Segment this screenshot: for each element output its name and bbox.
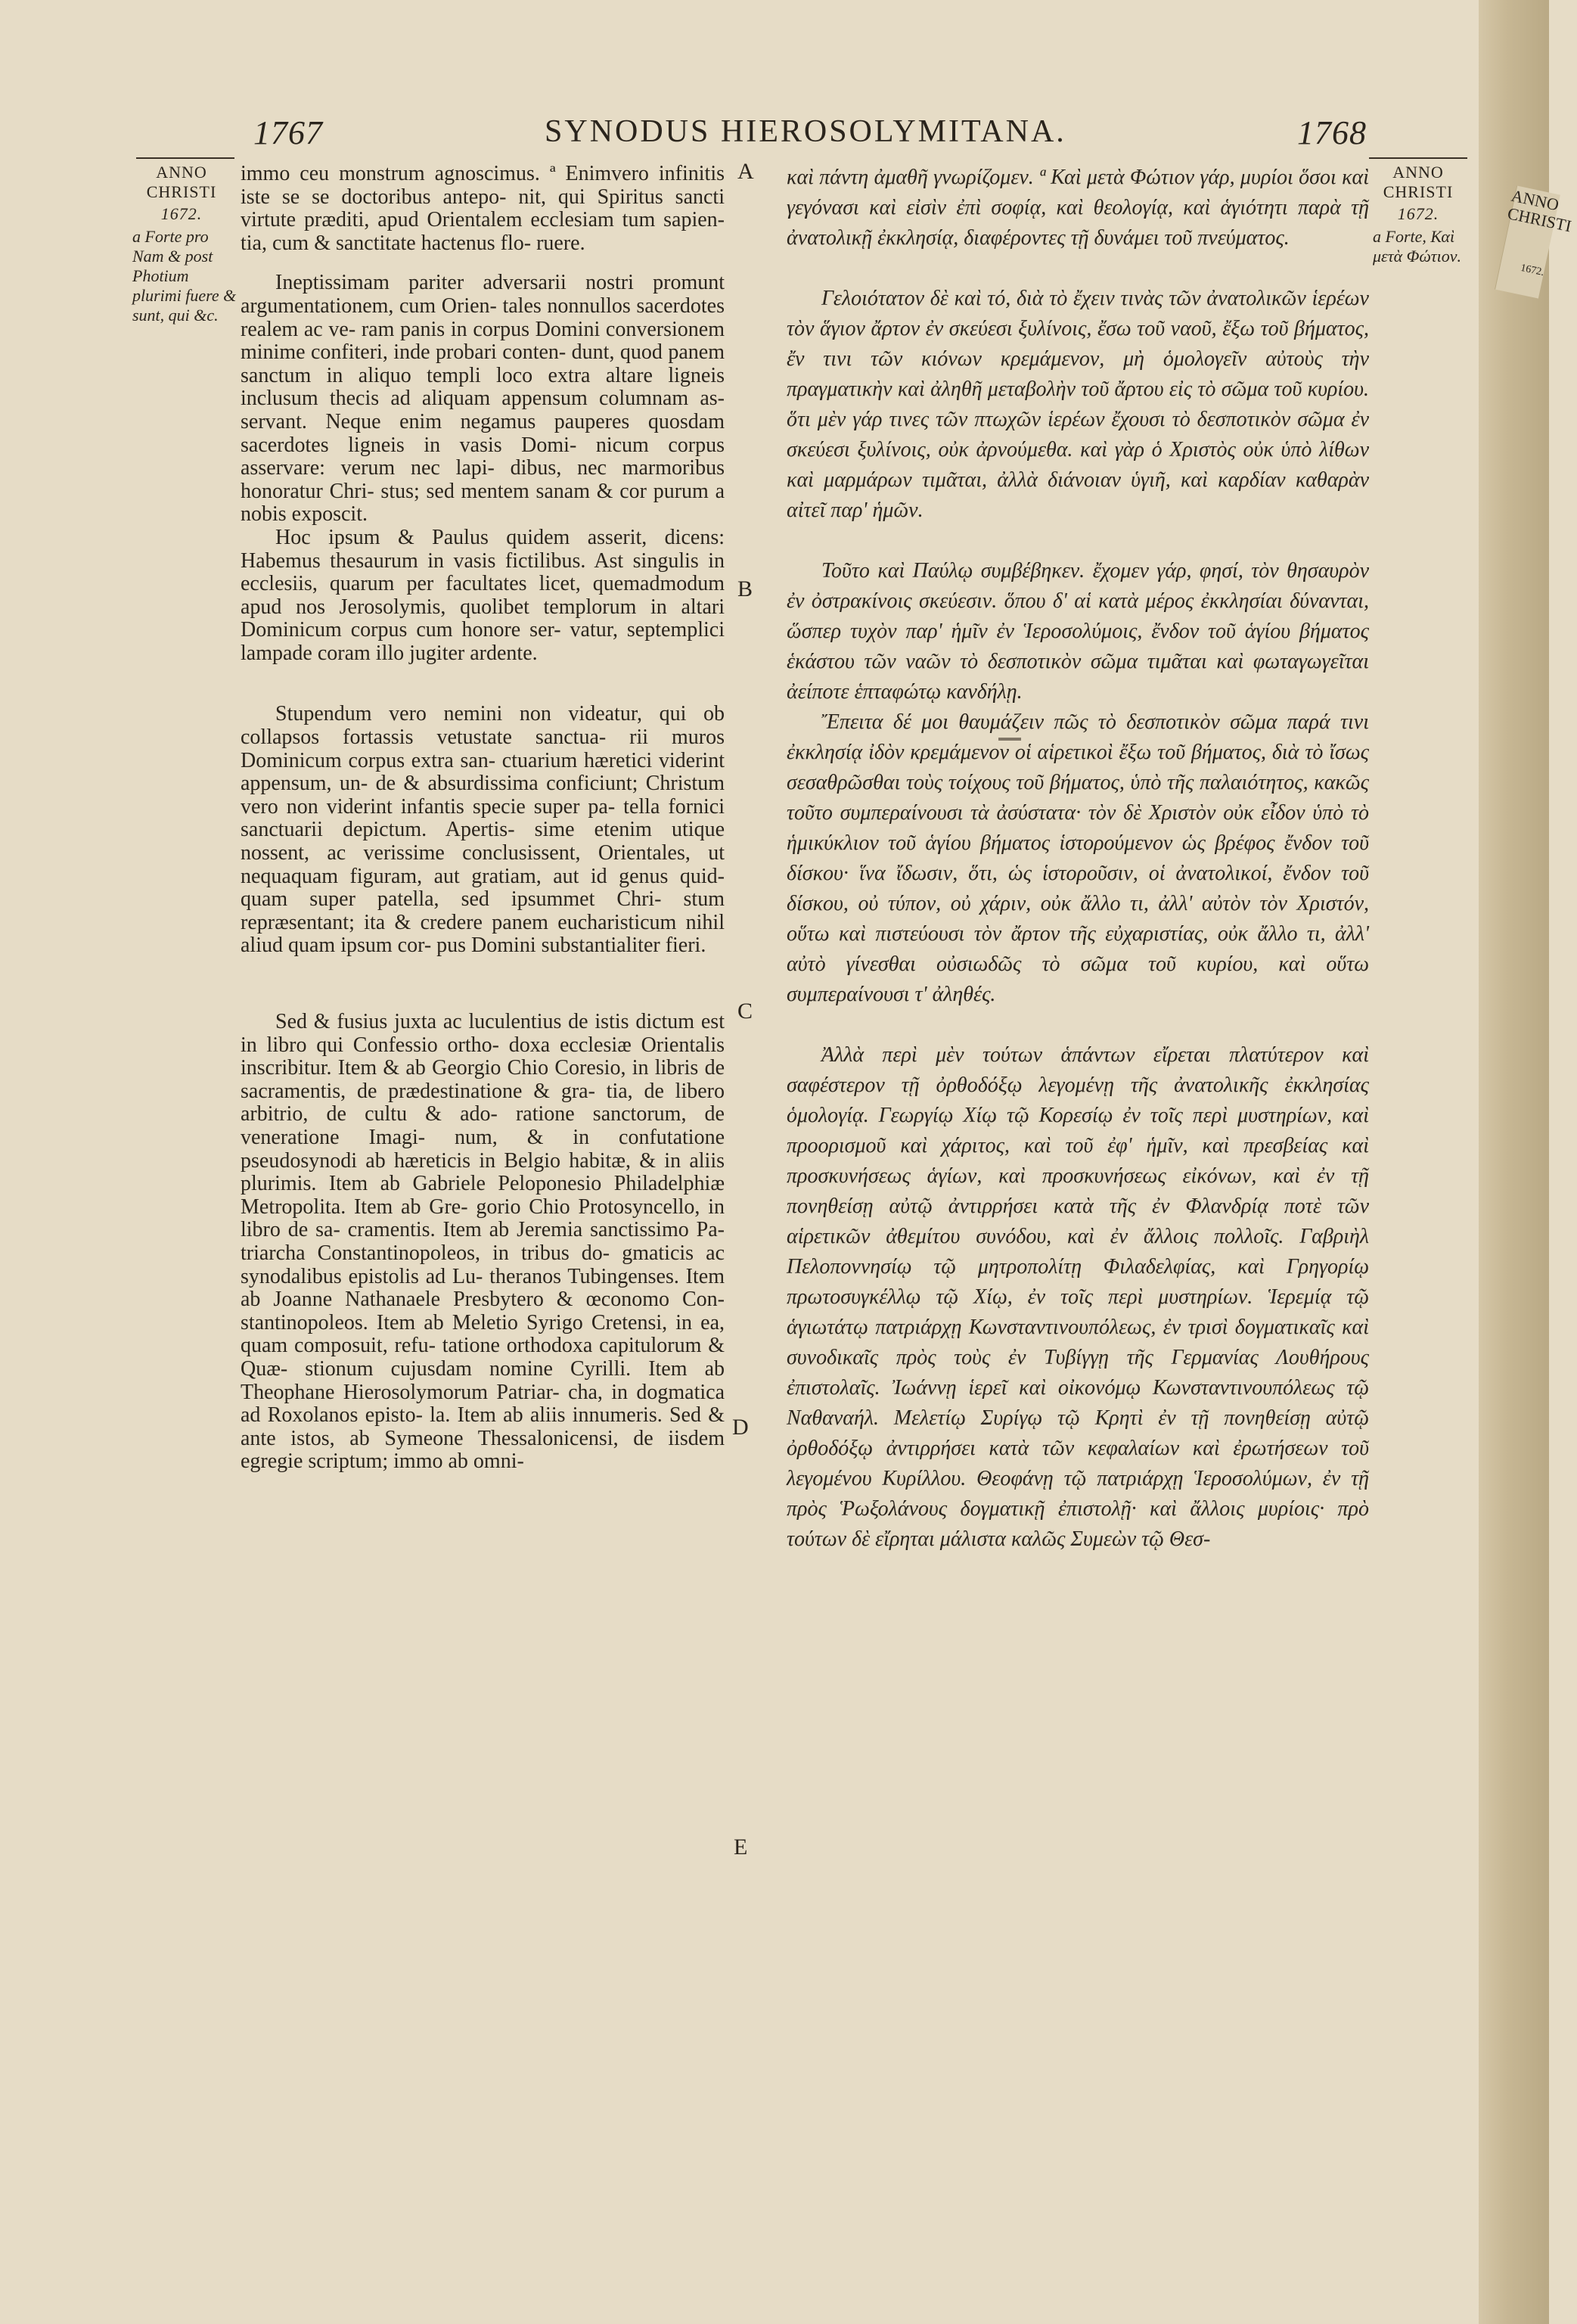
left-margin-note: a Forte pro Nam & post Photium plurimi fuere & sunt, qui &c. (132, 227, 237, 325)
left-margin-rule (136, 157, 234, 159)
running-title: SYNODUS HIEROSOLYMITANA. (545, 114, 1066, 149)
greek-paragraph: Τοῦτο καὶ Παύλῳ συμβέβηκεν. ἔχομεν γάρ, φησί, τὸν θησαυρὸν ἐν ὀστρακίνοις σκεύεσιν. ὅπου δ' αἱ κατὰ μέρος ἐκκλησίαι δύνανται, ὥσπερ τυχὸν παρ' ἡμῖν ἐν Ἱεροσολύμοις, ἔνδον τοῦ ἁγίου βήματος ἑκάστου τῶν ναῶν τὸ δεσποτικὸν σῶμα τιμᾶται καὶ φωταγωγεῖται ἀείποτε ἑπταφώτῳ κανδήλῃ. (787, 559, 1369, 704)
ornament-dash (998, 738, 1021, 741)
left-margin-anno: ANNO CHRISTI (146, 163, 217, 201)
latin-paragraph: Hoc ipsum & Paulus quidem asserit, dicens: Habemus thesaurum in vasis fictilibus. Ast singulis in ecclesiis, quarum per facultates licet, quemadmodum apud nos Jerosolymis, quolibet templorum in altari Dominicum corpus cum honore ser- vatur, septemplici lampade coram illo jugiter ardente. (241, 525, 725, 665)
section-letter-e: E (734, 1835, 748, 1860)
greek-paragraph: Ἔπειτα δέ μοι θαυμάζειν πῶς τὸ δεσποτικὸν σῶμα παρά τινι ἐκκλησίᾳ ἰδὸν κρεμάμενον οἱ αἱρετικοὶ ἔξω τοῦ βήματος, διὰ τὸ ἴσως σεσαθρῶσθαι τοὺς τοίχους τοῦ βήματος, ὑπὸ τῆς παλαιότητος, κακῶς τοῦτο συμπεραίνουσι τὰ ἀσύστατα· τὸν δὲ Χριστὸν οὐκ εἶδον ὑπὸ τὸ ἡμικύκλιον τοῦ ἁγίου βήματος ἱστορούμενον ὡς βρέφος ἔνδον τοῦ δίσκου· ἵνα ἴδωσιν, ὅτι, ὡς ἱστοροῦσιν, οἱ ἀνατολικοί, ἔνδον τοῦ δίσκου, οὐ τύπον, οὐ χάριν, οὐκ ἄλλο τι, ἀλλ' αὐτὸν τὸν Χριστόν, οὕτω καὶ πιστεύουσι τὸν ἄρτον τῆς εὐχαριστίας, οὐκ ἄλλο τι, ἀλλ' αὐτὸ γίνεσθαι οὐσιωδῶς τὸ σῶμα τοῦ κυρίου, καὶ οὕτω συμπεραίνουσι τ' ἀληθές. (787, 710, 1369, 1006)
page-number-right: 1768 (1297, 114, 1367, 151)
greek-paragraph: καὶ πάντη ἀμαθῆ γνωρίζομεν. ª Καὶ μετὰ Φώτιον γάρ, μυρίοι ὅσοι καὶ γεγόνασι καὶ εἰσὶν ἐπὶ σοφίᾳ, καὶ θεολογίᾳ, καὶ ἁγιότητι παρὰ τῇ ἀνατολικῇ ἐκκλησίᾳ, διαφέροντες τῇ δυνάμει τοῦ πνεύματος. (787, 166, 1369, 250)
latin-paragraph: Ineptissimam pariter adversarii nostri promunt argumentationem, cum Orien- tales nonnullos sacerdotes realem ac ve- ram panis in corpus Domini conversionem minime confiteri, inde probari conten- dunt, quod panem sanctum in aliquo templi loco extra altare ligneis inclusum thecis ad aliquam appensum columnam as- servant. Neque enim negamus pauperes quosdam sacerdotes ligneis in vasis Domi- nicum corpus asservare: verum nec lapi- dibus, nec marmoribus honoratur Chri- stus; sed mentem sanam & cor purum a nobis exposcit. (241, 271, 725, 527)
right-margin-year: 1672. (1397, 204, 1439, 223)
section-letter-a: A (737, 159, 754, 184)
spine-anno: ANNO CHRISTI (1505, 185, 1573, 236)
left-margin-year: 1672. (160, 204, 203, 223)
latin-column (241, 163, 725, 1474)
right-margin-note: a Forte, Καὶ μετὰ Φώτιον. (1373, 227, 1461, 266)
latin-paragraph: Stupendum vero nemini non videatur, qui ob collapsos fortassis vetustate sanctua- rii muros Dominicum corpus extra san- ctuarium hæretici viderint appensum, un- de & absurdissima conficiunt; Christum vero non viderint infantis specie super pa- tella fornici sanctuarii depictum. Apertis- sime etenim utique nossent, ac verissime conclusissent, Orientales, ut nequaquam figuram, aut gratiam, aut id genus quid- quam super patella, sed ipsummet Chri- stum repræsentant; ita & credere panem eucharisticum nihil aliud quam ipsum cor- pus Domini substantialiter fieri. (241, 702, 725, 958)
adjacent-page-edge (1479, 0, 1549, 2324)
greek-column (787, 163, 1369, 1555)
section-letter-c: C (737, 999, 753, 1024)
latin-paragraph: immo ceu monstrum agnoscimus. ª Enimvero infinitis iste se se doctoribus antepo- nit, qui Spiritus sancti virtute præditi, apud Orientalem ecclesiam tum sapien- tia, cum & sanctitate hactenus flo- ruere. (241, 162, 725, 255)
right-margin-anno: ANNO CHRISTI (1383, 163, 1454, 201)
right-margin-rule (1369, 157, 1467, 159)
section-letter-b: B (737, 576, 753, 601)
greek-paragraph: Γελοιότατον δὲ καὶ τό, διὰ τὸ ἔχειν τινὰς τῶν ἀνατολικῶν ἱερέων τὸν ἅγιον ἄρτον ἐν σκεύεσι ξυλίνοις, ἔσω τοῦ ναοῦ, ἔξω τοῦ βήματος, ἔν τινι τῶν κιόνων κρεμάμενον, μὴ ὁμολογεῖν αὐτοὺς τὴν πραγματικὴν καὶ ἀληθῆ μεταβολὴν τοῦ ἄρτου εἰς τὸ σῶμα τοῦ κυρίου. ὅτι μὲν γάρ τινες τῶν πτωχῶν ἱερέων ἔχουσι τὸ δεσποτικὸν σῶμα ἐν σκεύεσι ξυλίνοις, οὐκ ἀρνούμεθα. καὶ γὰρ ὁ Χριστὸς οὐκ ὑπὸ λίθων καὶ μαρμάρων τιμᾶται, ἀλλὰ διάνοιαν ὑγιῆ, καὶ καρδίαν καθαρὰν αἰτεῖ παρ' ἡμῶν. (787, 287, 1369, 522)
spine-year: 1672. (1519, 262, 1545, 279)
latin-paragraph: Sed & fusius juxta ac luculentius de istis dictum est in libro qui Confessio ortho- doxa ecclesiæ Orientalis inscribitur. Item & ab Georgio Chio Coresio, in libris de sacramentis, de prædestinatione & gra- tia, de libero arbitrio, de cultu & ado- ratione sanctorum, de veneratione Imagi- num, & in confutatione pseudosynodi ab hæreticis in Belgio habitæ, & in aliis plurimis. Item ab Gabriele Peloponesio Philadelphiæ Metropolita. Item ab Gre- gorio Chio Protosyncello, in libro de sa- cramentis. Item ab Jeremia sanctissimo Pa- triarcha Constantinopoleos, in tribus do- gmaticis ac synodalibus epistolis ad Lu- theranos Tubingenses. Item ab Joanne Nathanaele Presbytero & œconomo Con- stantinopoleos. Item ab Meletio Syrigo Cretensi, in ea, quam composuit, refu- tatione orthodoxa capitulorum & Quæ- stionum cujusdam nomine Cyrilli. Item ab Theophane Hierosolymorum Patriar- cha, in dogmatica ad Roxolanos episto- la. Item ab aliis innumeris. Sed & ante istos, ab Symeone Thessalonicensi, de iisdem egregie scriptum; immo ab omni- (241, 1010, 725, 1474)
page-number-left: 1767 (253, 114, 323, 151)
section-letter-d: D (732, 1415, 749, 1440)
greek-paragraph: Ἀλλὰ περὶ μὲν τούτων ἁπάντων εἴρεται πλατύτερον καὶ σαφέστερον τῇ ὀρθοδόξῳ λεγομένῃ τῆς ἀνατολικῆς ἐκκλησίας ὁμολογίᾳ. Γεωργίῳ Χίῳ τῷ Κορεσίῳ ἐν τοῖς περὶ μυστηρίων, καὶ προορισμοῦ καὶ χάριτος, καὶ τοῦ ἐφ' ἡμῖν, καὶ πρεσβείας καὶ προσκυνήσεως ἁγίων, καὶ προσκυνήσεως εἰκόνων, καὶ ἐν τῇ πονηθείσῃ αὐτῷ ἀντιρρήσει κατὰ τῆς ἐν Φλανδρίᾳ ποτὲ τῶν αἱρετικῶν ἀθεμίτου συνόδου, καὶ ἐν ἄλλοις πολλοῖς. Γαβριὴλ Πελοποννησίῳ τῷ μητροπολίτῃ Φιλαδελφίας, καὶ Γρηγορίῳ πρωτοσυγκέλλῳ τῷ Χίῳ, ἐν τοῖς περὶ μυστηρίων. Ἱερεμίᾳ τῷ ἁγιωτάτῳ πατριάρχῃ Κωνσταντινουπόλεως, ἐν τρισὶ δογματικαῖς καὶ συνοδικαῖς πρὸς τοὺς ἐν Τυβίγγῃ τῆς Γερμανίας Λουθήρους ἐπιστολαῖς. Ἰωάννῃ ἱερεῖ καὶ οἰκονόμῳ Κωνσταντινουπόλεως τῷ Ναθαναήλ. Μελετίῳ Συρίγῳ τῷ Κρητὶ ἐν τῇ πονηθείσῃ αὐτῷ ὀρθοδόξῳ ἀντιρρήσει κατὰ τῶν κεφαλαίων καὶ ἐρωτήσεων τοῦ λεγομένου Κυρίλλου. Θεοφάνῃ τῷ πατριάρχῃ Ἱεροσολύμων, ἐν τῇ πρὸς Ῥωξολάνους δογματικῇ ἐπιστολῇ· καὶ ἄλλοις μυρίοις· πρὸ τούτων δὲ εἴρηται μάλιστα καλῶς Συμεὼν τῷ Θεσ- (787, 1043, 1369, 1551)
